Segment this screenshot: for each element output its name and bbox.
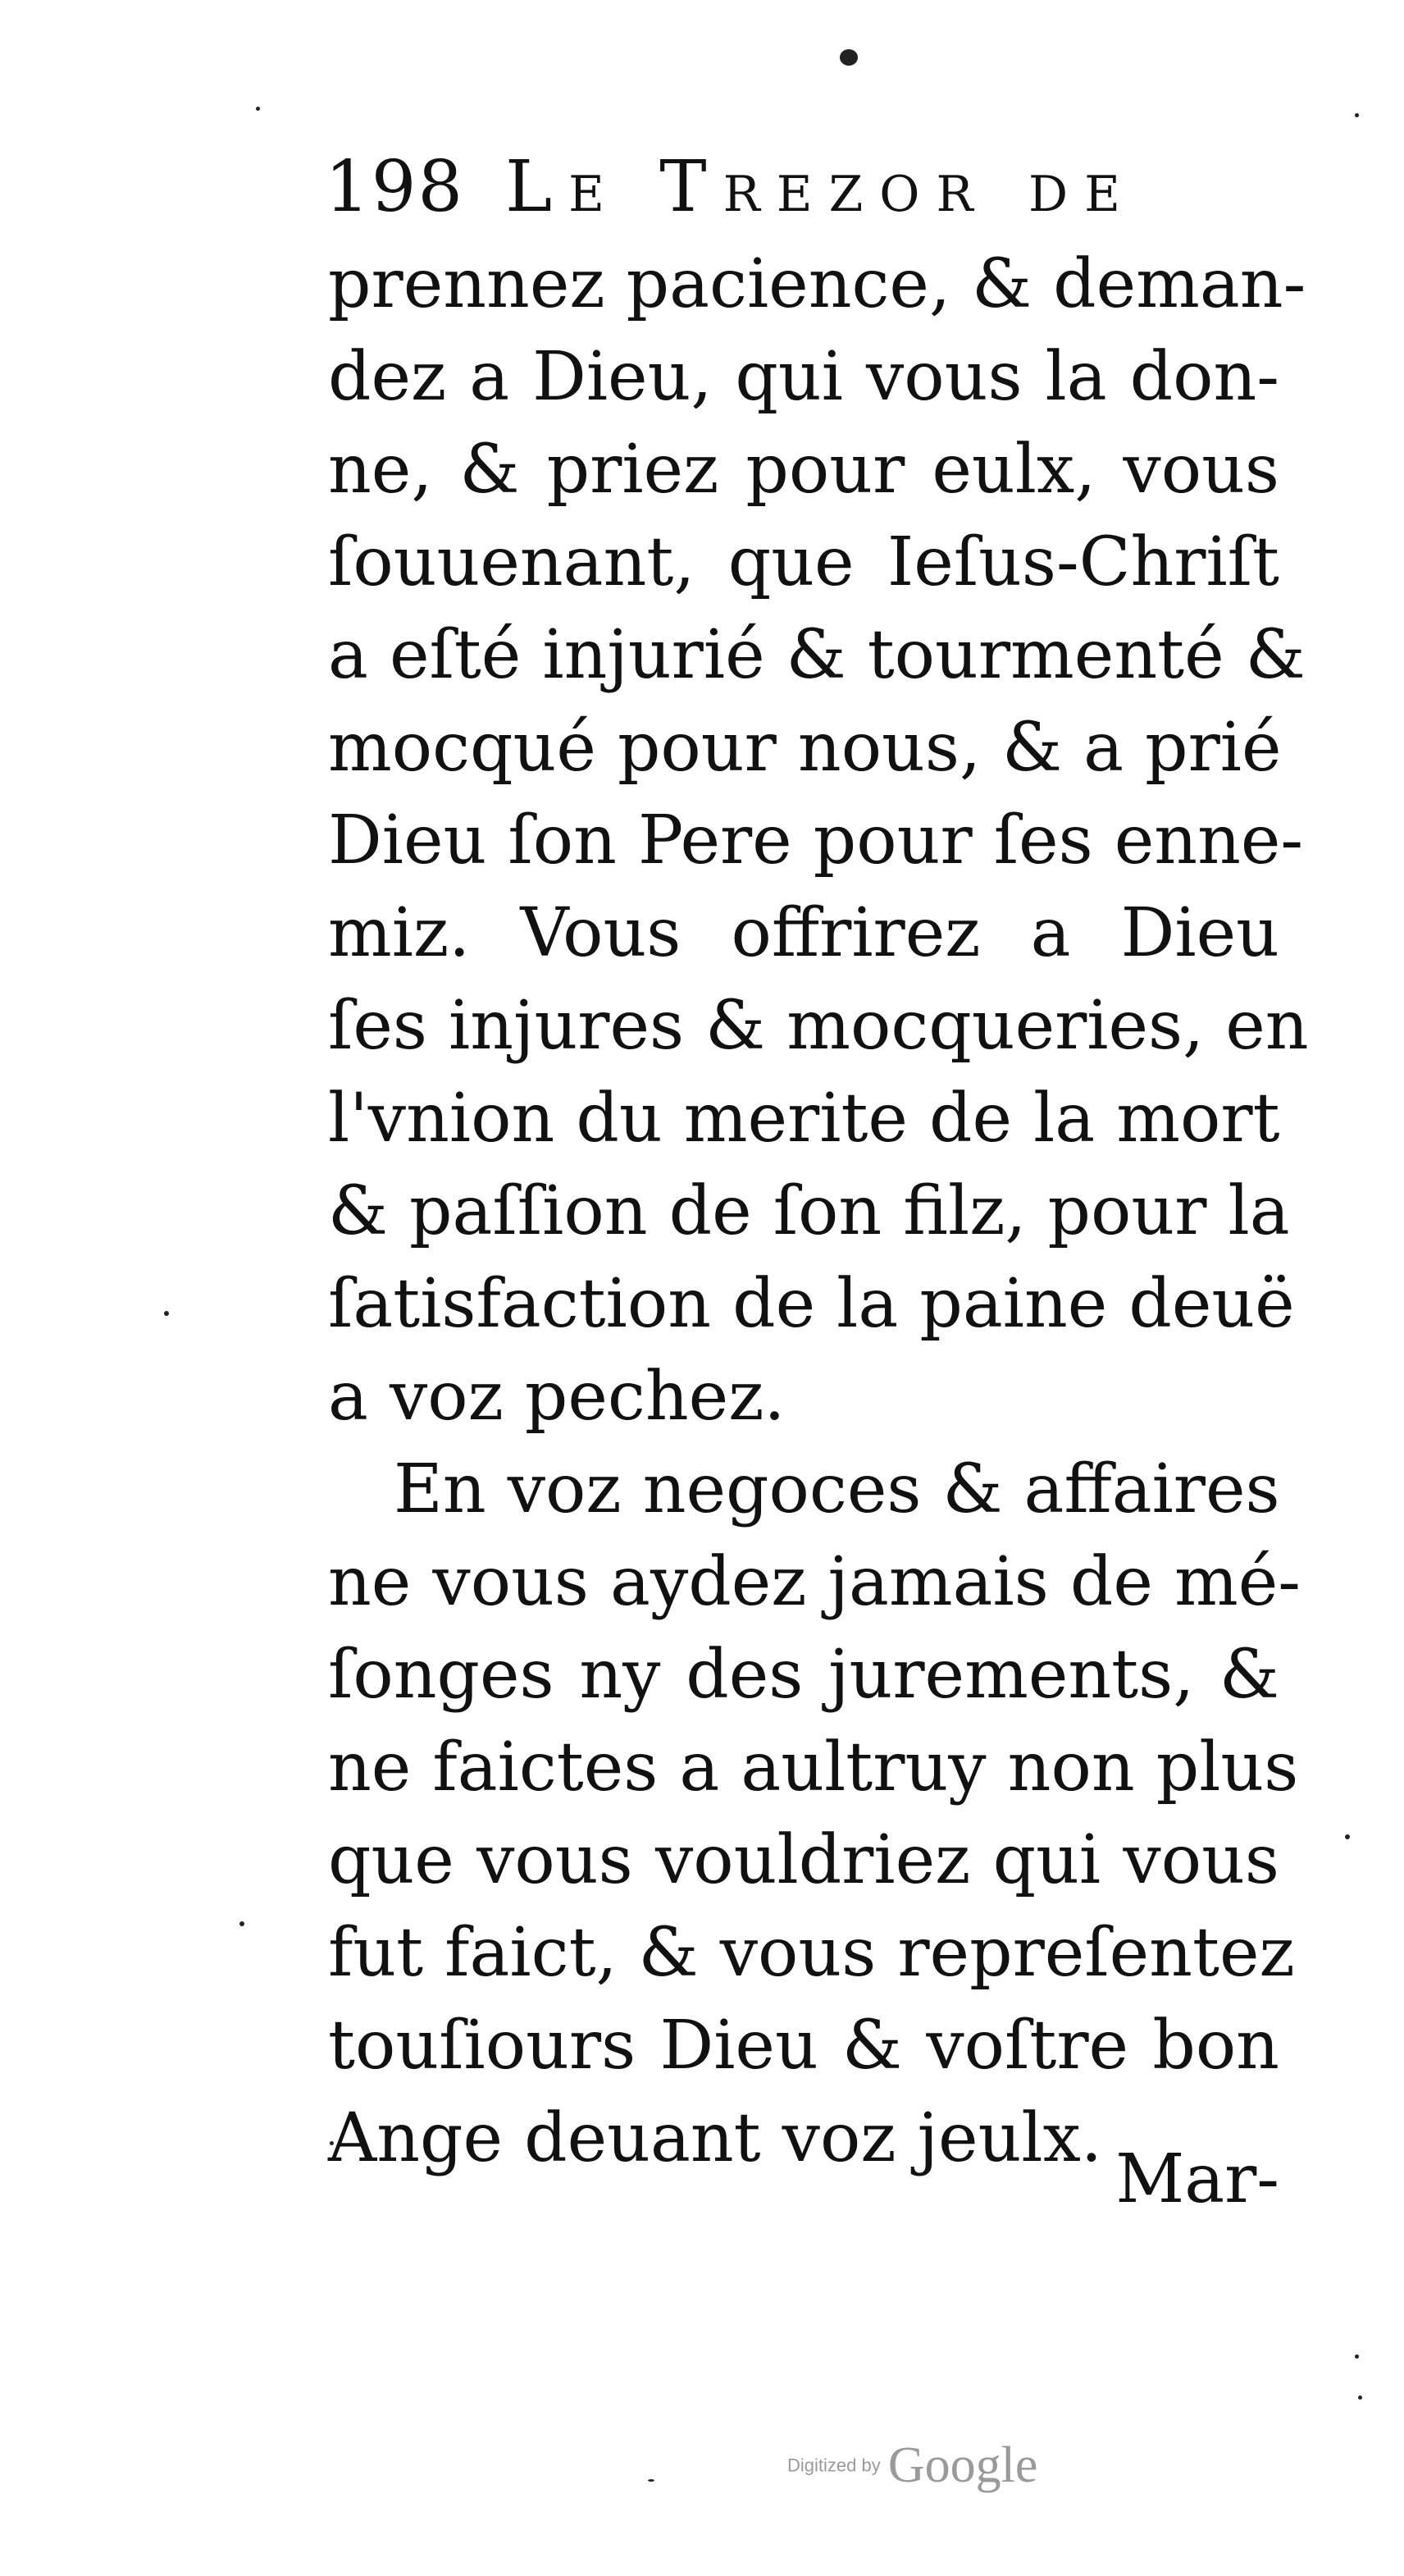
text-line: & paſſion de ſon filz, pour la [328,1172,1290,1250]
text-line: ne vous aydez jamais de mé- [328,1543,1301,1621]
text-line: Dieu ſon Pere pour ſes enne- [328,802,1304,879]
text-line: mocqué pour nous, & a prié [328,709,1282,787]
ink-speck [239,1921,244,1926]
ink-speck [1358,2396,1362,2400]
ink-speck [840,49,858,66]
text-line: ſes injures & mocqueries, en [328,987,1309,1065]
running-head: Le Trezor de [505,146,1137,228]
text-line: ſouuenant, que Ieſus-Chriſt [328,523,1279,601]
body-text [328,238,1309,2185]
ink-speck [1355,2354,1359,2359]
text-line: l'vnion du merite de la mort [328,1080,1280,1158]
text-line: ſatisfaction de la paine deuë [328,1265,1295,1343]
text-line: a eſté injurié & tourmenté & [328,616,1306,694]
ink-speck [1355,113,1359,117]
text-line: ne, & priez pour eulx, vous [328,431,1279,509]
text-line: touſiours Dieu & voſtre bon [328,2007,1279,2085]
digitized-by-google-watermark [787,2437,1037,2510]
text-line: dez a Dieu, qui vous la don- [328,338,1279,416]
text-line: ſonges ny des jurements, & [328,1636,1279,1714]
ink-speck [256,107,260,111]
ink-speck [164,1311,169,1316]
google-logo: Google [887,2437,1038,2493]
text-line: prennez pacience, & deman- [328,245,1306,323]
catchword: Mar- [1115,2140,1279,2218]
text-line: Ange deuant voz jeulx. [328,2099,1102,2177]
text-line: que vous vouldriez qui vous [328,1821,1279,1899]
ink-speck [1345,1834,1350,1839]
text-line: fut faict, & vous repreſentez [328,1914,1295,1992]
page-header [325,138,1276,228]
text-line: a voz pechez. [328,1358,786,1436]
page-number: 198 [325,146,465,228]
text-line: miz. Vous offrirez a Dieu [328,894,1279,972]
paragraph-first-line: En voz negoces & affaires [394,1450,1280,1528]
digitized-label: Digitized by [787,2455,881,2476]
ink-speck [648,2479,654,2482]
text-line: ne faictes a aultruy non plus [328,1729,1299,1806]
